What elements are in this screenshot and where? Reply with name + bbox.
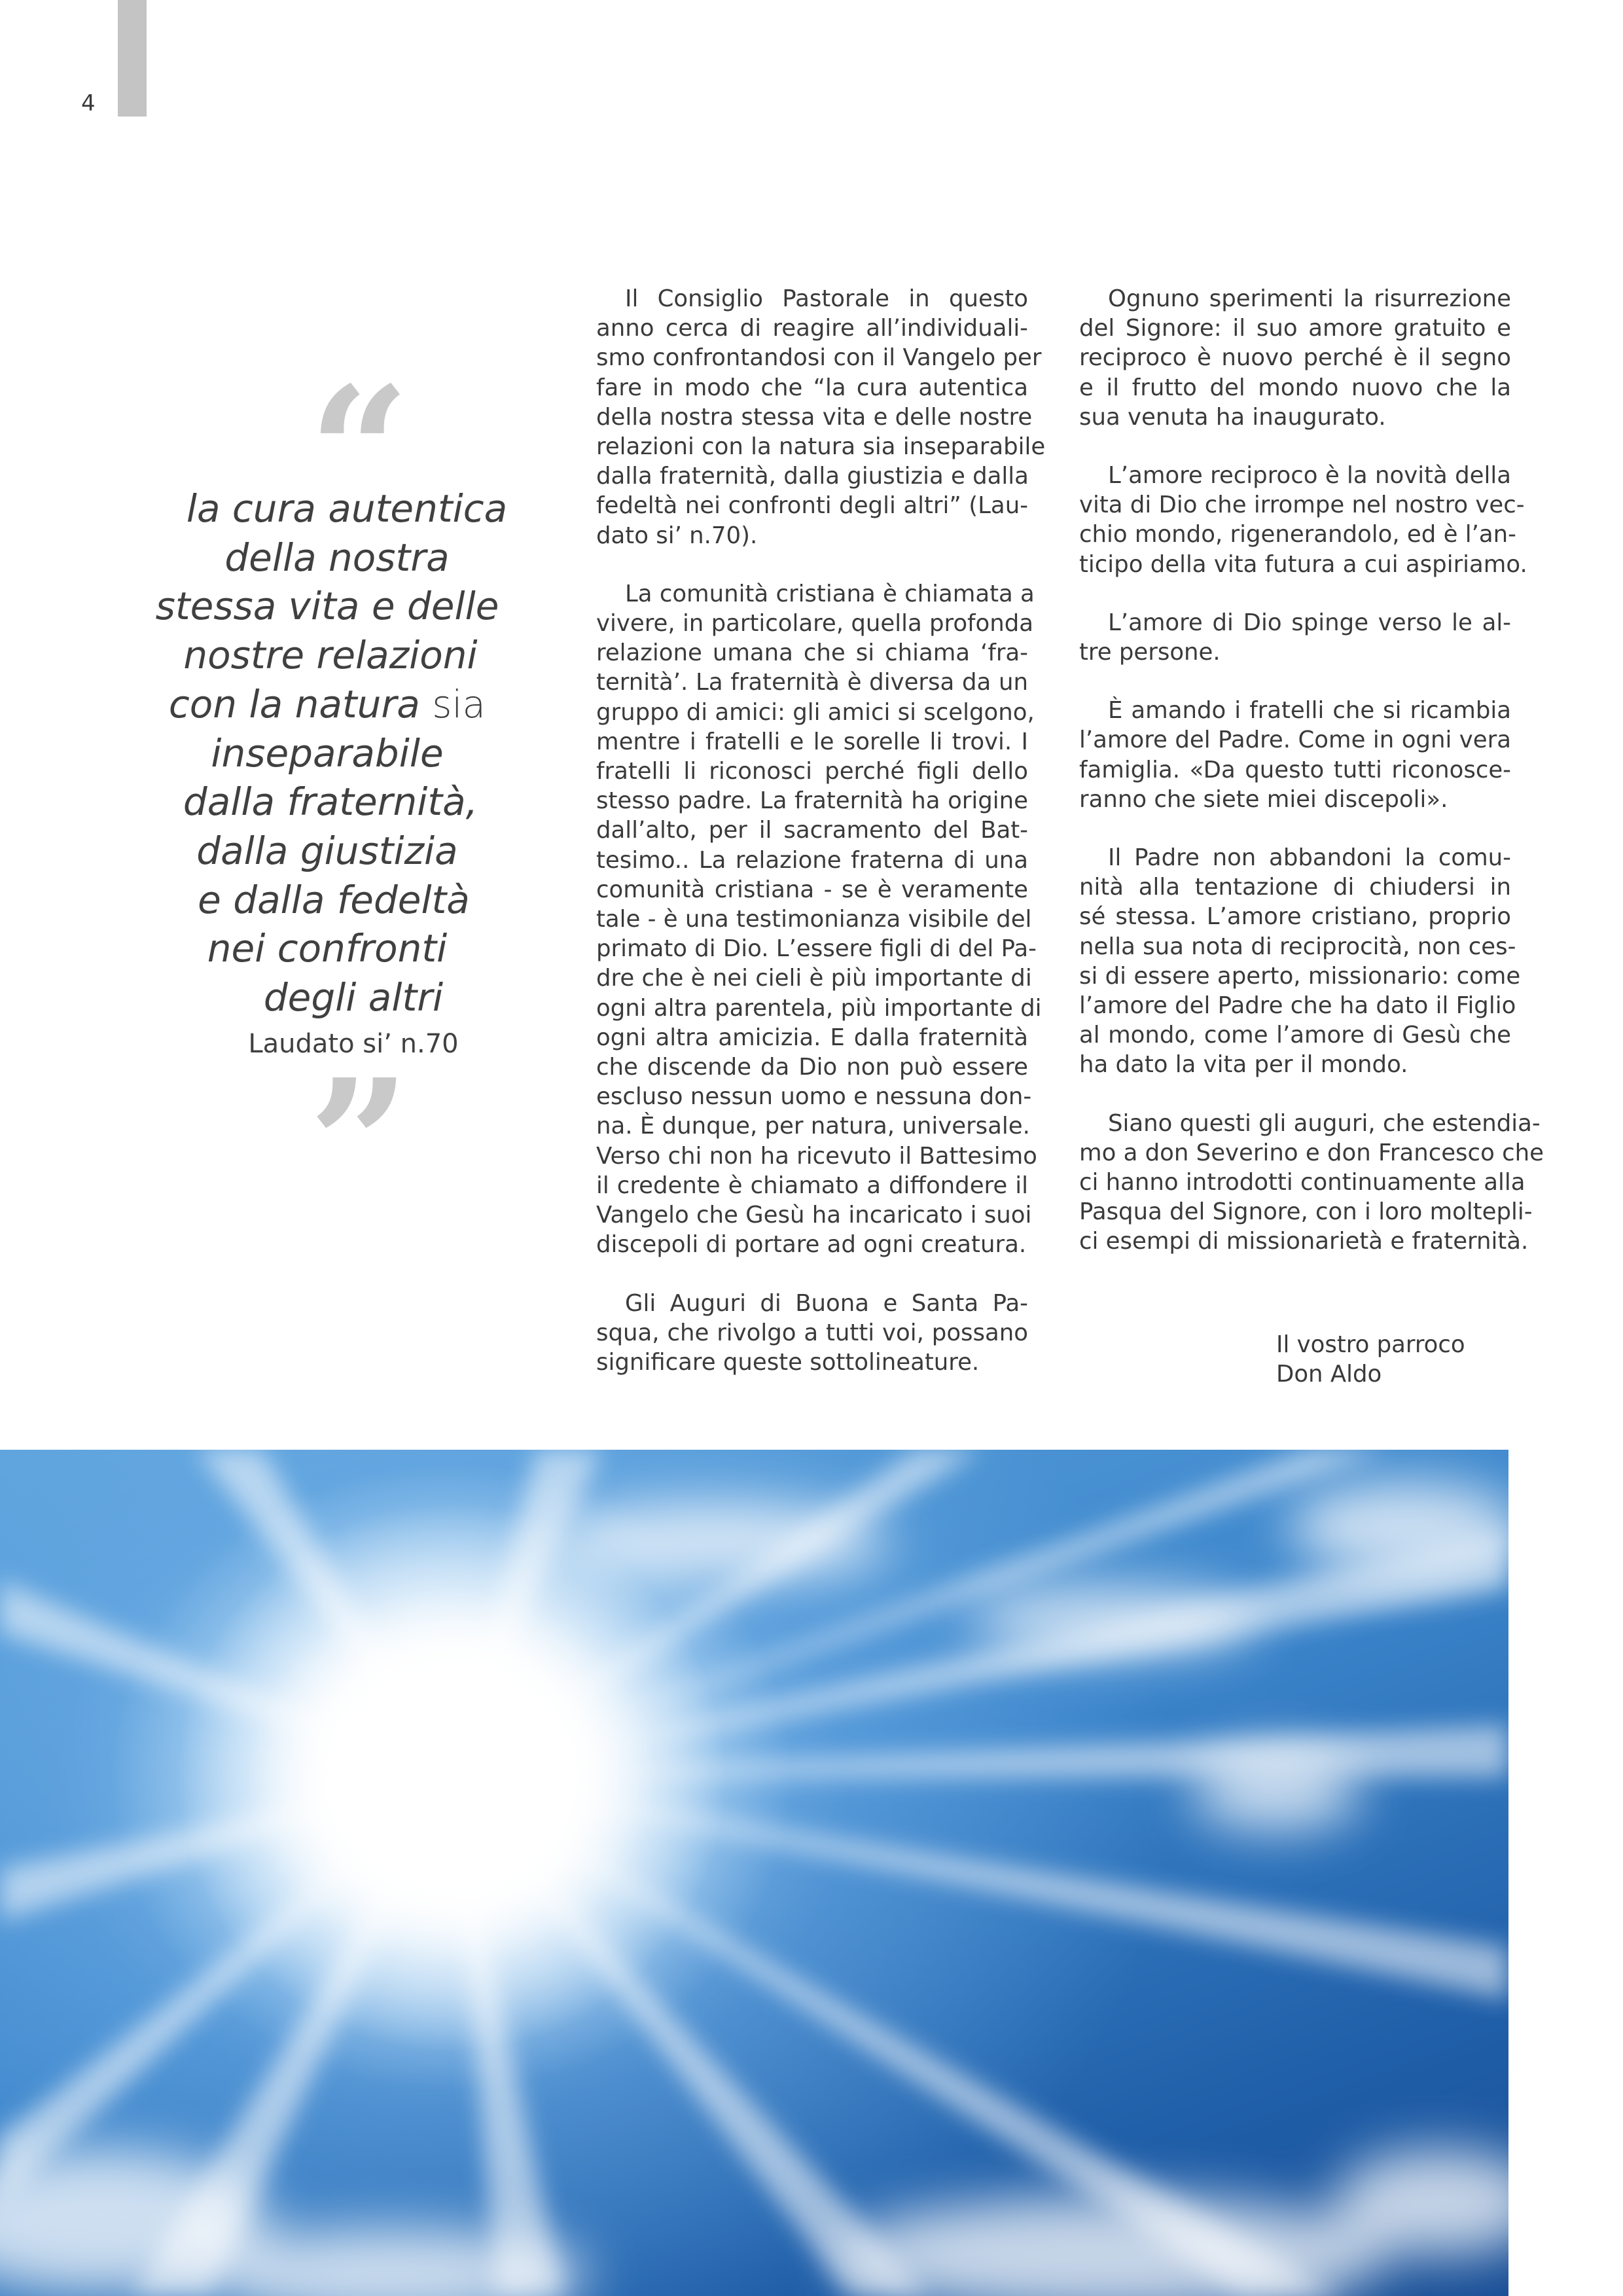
text-line: l’amore del Padre che ha dato il Figlio <box>1079 992 1516 1020</box>
text-line: Il Consiglio Pastorale in questo <box>625 285 1028 312</box>
text-line: smo confrontandosi con il Vangelo per <box>596 344 1042 372</box>
text-line: discepoli di portare ad ogni creatura. <box>596 1231 1027 1259</box>
paragraph <box>1079 1109 1544 1257</box>
text-line: Il Padre non abbandoni la comu- <box>1108 844 1511 872</box>
pull-quote-line: degli altri <box>263 975 444 1020</box>
pull-quote-line: con la natura sia <box>168 681 486 726</box>
text-line: nella sua nota di reciprocità, non ces- <box>1079 933 1516 960</box>
paragraph <box>596 1289 1028 1378</box>
text-line: ci hanno introdotti continuamente alla <box>1079 1169 1525 1196</box>
text-line: primato di Dio. L’essere figli di del Pa- <box>596 935 1037 963</box>
text-line: dall’alto, per il sacramento del Bat- <box>596 817 1028 844</box>
pull-quote-line: stessa vita e delle <box>155 584 499 629</box>
paragraph <box>1079 608 1511 667</box>
text-line: anno cerca di reagire all’individuali- <box>596 315 1028 342</box>
paragraph <box>1079 696 1511 814</box>
text-column-2 <box>1079 284 1544 1285</box>
text-line: L’amore reciproco è la novità della <box>1108 462 1511 490</box>
text-line: che discende da Dio non può essere <box>596 1054 1028 1081</box>
text-line: si di essere aperto, missionario: come <box>1079 962 1521 990</box>
sky-sunburst-image <box>0 1450 1508 2296</box>
text-line: Ognuno sperimenti la risurrezione <box>1108 285 1511 312</box>
text-line: ticipo della vita futura a cui aspiriamo. <box>1079 550 1527 578</box>
text-line: tale - è una testimonianza visibile del <box>596 906 1032 933</box>
text-line: Verso chi non ha ricevuto il Battesimo <box>596 1142 1037 1170</box>
text-line: del Signore: il suo amore gratuito e <box>1079 315 1511 342</box>
text-line: È amando i fratelli che si ricambia <box>1108 697 1511 725</box>
paragraph <box>596 284 1046 550</box>
pull-quote <box>151 348 517 1248</box>
close-quote-icon: ” <box>308 1039 399 1248</box>
text-line: e il frutto del mondo nuovo che la <box>1079 374 1511 401</box>
text-line: reciproco è nuovo perché è il segno <box>1079 344 1511 372</box>
text-line: ha dato la vita per il mondo. <box>1079 1051 1408 1079</box>
text-line: ci esempi di missionarietà e fraternità. <box>1079 1228 1529 1255</box>
text-line: dre che è nei cieli è più importante di <box>596 965 1032 992</box>
page-number: 4 <box>81 90 96 117</box>
pull-quote-lines <box>151 484 517 1022</box>
text-line: na. È dunque, per natura, universale. <box>596 1113 1030 1140</box>
paragraph <box>596 579 1042 1260</box>
signature <box>1276 1330 1465 1389</box>
signature-name: Don Aldo <box>1276 1361 1382 1388</box>
text-line: vivere, in particolare, quella profonda <box>596 610 1034 637</box>
text-line: dato si’ n.70). <box>596 522 758 549</box>
text-line: il credente è chiamato a diffondere il <box>596 1172 1028 1199</box>
text-line: al mondo, come l’amore di Gesù che <box>1079 1022 1511 1049</box>
text-column-1 <box>596 284 1046 1406</box>
text-line: sua venuta ha inaugurato. <box>1079 403 1386 431</box>
text-line: Gli Auguri di Buona e Santa Pa- <box>625 1289 1028 1317</box>
text-line: fare in modo che “la cura autentica <box>596 374 1028 401</box>
pull-quote-line: nostre relazioni <box>183 633 478 678</box>
paragraph <box>1079 461 1527 579</box>
signature-line: Il vostro parroco <box>1276 1331 1465 1358</box>
text-line: squa, che rivolgo a tutti voi, possano <box>596 1319 1028 1346</box>
page-tab-marker <box>118 0 147 117</box>
text-line: ogni altra amicizia. E dalla fraternità <box>596 1024 1028 1051</box>
pull-quote-source: Laudato si’ n.70 <box>248 1028 459 1059</box>
text-line: tre persone. <box>1079 639 1221 666</box>
text-line: ternità’. La fraternità è diversa da un <box>596 669 1028 696</box>
pull-quote-line: della nostra <box>224 535 450 580</box>
text-line: mentre i fratelli e le sorelle li trovi. I <box>596 728 1028 755</box>
text-line: vita di Dio che irrompe nel nostro vec- <box>1079 492 1525 519</box>
text-line: ranno che siete miei discepoli». <box>1079 785 1448 813</box>
text-line: tesimo.. La relazione fraterna di una <box>596 846 1028 874</box>
text-line: della nostra stessa vita e delle nostre <box>596 403 1033 431</box>
text-line: Siano questi gli auguri, che estendia- <box>1108 1109 1541 1137</box>
text-line: relazioni con la natura sia inseparabile <box>596 433 1046 461</box>
text-line: sé stessa. L’amore cristiano, proprio <box>1079 903 1511 931</box>
text-line: fratelli li riconosci perché figli dello <box>596 758 1028 785</box>
text-line: mo a don Severino e don Francesco che <box>1079 1139 1544 1166</box>
text-line: L’amore di Dio spinge verso le al- <box>1108 609 1511 636</box>
text-line: l’amore del Padre. Come in ogni vera <box>1079 726 1511 754</box>
text-line: significare queste sottolineature. <box>596 1348 980 1376</box>
text-line: relazione umana che si chiama ‘fra- <box>596 639 1028 667</box>
paragraph <box>1079 284 1511 432</box>
pull-quote-line: dalla giustizia <box>196 828 458 873</box>
text-line: nità alla tentazione di chiudersi in <box>1079 874 1511 901</box>
text-line: Pasqua del Signore, con i loro moltepli- <box>1079 1198 1533 1226</box>
text-line: gruppo di amici: gli amici si scelgono, <box>596 698 1035 726</box>
text-line: dalla fraternità, dalla giustizia e dalla <box>596 463 1029 490</box>
text-line: La comunità cristiana è chiamata a <box>625 580 1035 607</box>
pull-quote-line: e dalla fedeltà <box>198 877 470 922</box>
sky-rays-graphic <box>0 1450 1508 2296</box>
text-line: famiglia. «Da questo tutti riconosce- <box>1079 756 1511 783</box>
pull-quote-line: nei confronti <box>207 926 448 971</box>
text-line: stesso padre. La fraternità ha origine <box>596 787 1028 815</box>
pull-quote-line: inseparabile <box>211 730 444 776</box>
pull-quote-line: dalla fraternità, <box>183 780 478 825</box>
paragraph <box>1079 843 1521 1080</box>
text-line: fedeltà nei confronti degli altri” (Lau- <box>596 492 1028 520</box>
text-line: chio mondo, rigenerandolo, ed è l’an- <box>1079 521 1516 548</box>
text-line: Vangelo che Gesù ha incaricato i suoi <box>596 1202 1032 1229</box>
text-line: comunità cristiana - se è veramente <box>596 876 1028 903</box>
text-line: ogni altra parentela, più importante di <box>596 994 1042 1022</box>
text-line: escluso nessun uomo e nessuna don- <box>596 1083 1032 1111</box>
open-quote-icon: “ <box>308 348 399 556</box>
pull-quote-line: la cura autentica <box>186 486 508 531</box>
